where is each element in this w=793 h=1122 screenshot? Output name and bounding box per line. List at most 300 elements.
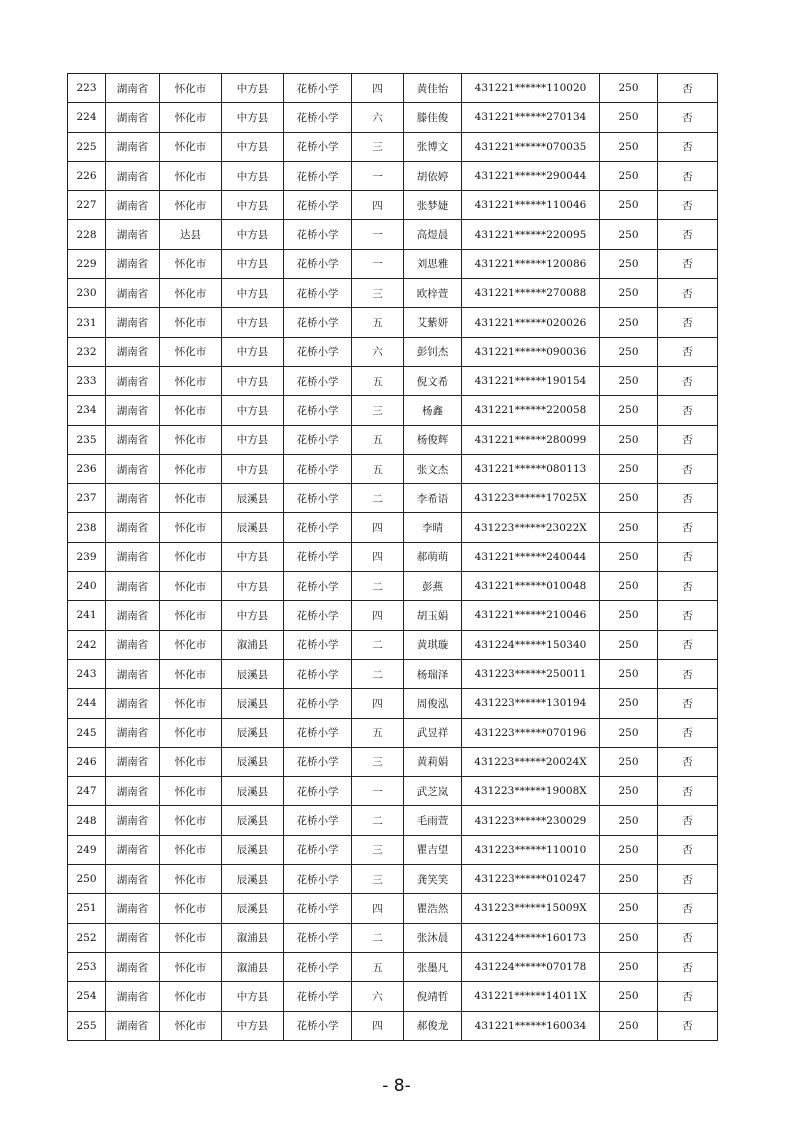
county-cell: 辰溪县	[222, 835, 284, 864]
student-name-cell: 张梦婕	[404, 191, 462, 220]
school-cell: 花桥小学	[284, 630, 352, 659]
row-number-cell: 242	[68, 630, 106, 659]
amount-cell: 250	[600, 249, 658, 278]
student-name-cell: 胡玉娟	[404, 601, 462, 630]
amount-cell: 250	[600, 103, 658, 132]
amount-cell: 250	[600, 1011, 658, 1040]
table-row	[68, 689, 718, 718]
school-cell: 花桥小学	[284, 659, 352, 688]
city-cell: 怀化市	[160, 601, 222, 630]
county-cell: 辰溪县	[222, 865, 284, 894]
province-cell: 湖南省	[106, 366, 160, 395]
province-cell: 湖南省	[106, 484, 160, 513]
table-row	[68, 630, 718, 659]
table-row	[68, 513, 718, 542]
province-cell: 湖南省	[106, 396, 160, 425]
province-cell: 湖南省	[106, 865, 160, 894]
table-row	[68, 74, 718, 103]
id-number-cell: 431221******280099	[462, 425, 600, 454]
city-cell: 怀化市	[160, 923, 222, 952]
province-cell: 湖南省	[106, 659, 160, 688]
county-cell: 辰溪县	[222, 747, 284, 776]
row-number-cell: 249	[68, 835, 106, 864]
county-cell: 中方县	[222, 220, 284, 249]
school-cell: 花桥小学	[284, 220, 352, 249]
province-cell: 湖南省	[106, 220, 160, 249]
row-number-cell: 233	[68, 366, 106, 395]
amount-cell: 250	[600, 835, 658, 864]
table-row	[68, 952, 718, 981]
table-row	[68, 601, 718, 630]
flag-cell: 否	[658, 630, 718, 659]
city-cell: 怀化市	[160, 777, 222, 806]
row-number-cell: 251	[68, 894, 106, 923]
city-cell: 怀化市	[160, 103, 222, 132]
id-number-cell: 431221******020026	[462, 308, 600, 337]
grade-cell: 五	[352, 425, 404, 454]
county-cell: 中方县	[222, 279, 284, 308]
county-cell: 中方县	[222, 601, 284, 630]
city-cell: 怀化市	[160, 132, 222, 161]
province-cell: 湖南省	[106, 132, 160, 161]
id-number-cell: 431221******270134	[462, 103, 600, 132]
school-cell: 花桥小学	[284, 366, 352, 395]
grade-cell: 二	[352, 630, 404, 659]
school-cell: 花桥小学	[284, 337, 352, 366]
id-number-cell: 431221******010048	[462, 572, 600, 601]
school-cell: 花桥小学	[284, 191, 352, 220]
city-cell: 怀化市	[160, 308, 222, 337]
id-number-cell: 431223******010247	[462, 865, 600, 894]
city-cell: 怀化市	[160, 396, 222, 425]
row-number-cell: 254	[68, 982, 106, 1011]
row-number-cell: 243	[68, 659, 106, 688]
table-row	[68, 279, 718, 308]
grade-cell: 五	[352, 454, 404, 483]
row-number-cell: 255	[68, 1011, 106, 1040]
county-cell: 中方县	[222, 1011, 284, 1040]
flag-cell: 否	[658, 74, 718, 103]
grade-cell: 二	[352, 659, 404, 688]
province-cell: 湖南省	[106, 161, 160, 190]
amount-cell: 250	[600, 220, 658, 249]
amount-cell: 250	[600, 425, 658, 454]
flag-cell: 否	[658, 542, 718, 571]
province-cell: 湖南省	[106, 191, 160, 220]
student-name-cell: 彭燕	[404, 572, 462, 601]
table-row	[68, 484, 718, 513]
school-cell: 花桥小学	[284, 103, 352, 132]
flag-cell: 否	[658, 923, 718, 952]
amount-cell: 250	[600, 865, 658, 894]
city-cell: 怀化市	[160, 1011, 222, 1040]
amount-cell: 250	[600, 572, 658, 601]
grade-cell: 四	[352, 894, 404, 923]
province-cell: 湖南省	[106, 308, 160, 337]
flag-cell: 否	[658, 689, 718, 718]
row-number-cell: 232	[68, 337, 106, 366]
city-cell: 怀化市	[160, 659, 222, 688]
school-cell: 花桥小学	[284, 747, 352, 776]
flag-cell: 否	[658, 366, 718, 395]
school-cell: 花桥小学	[284, 513, 352, 542]
province-cell: 湖南省	[106, 425, 160, 454]
row-number-cell: 240	[68, 572, 106, 601]
county-cell: 中方县	[222, 425, 284, 454]
city-cell: 怀化市	[160, 865, 222, 894]
table-row	[68, 425, 718, 454]
amount-cell: 250	[600, 718, 658, 747]
school-cell: 花桥小学	[284, 894, 352, 923]
table-row	[68, 572, 718, 601]
id-number-cell: 431223******19008X	[462, 777, 600, 806]
student-name-cell: 武昱祥	[404, 718, 462, 747]
city-cell: 怀化市	[160, 572, 222, 601]
city-cell: 怀化市	[160, 191, 222, 220]
page-number: - 8-	[382, 1076, 411, 1096]
county-cell: 辰溪县	[222, 718, 284, 747]
county-cell: 中方县	[222, 103, 284, 132]
id-number-cell: 431221******190154	[462, 366, 600, 395]
city-cell: 怀化市	[160, 542, 222, 571]
table-row	[68, 659, 718, 688]
student-name-cell: 李晴	[404, 513, 462, 542]
table-row	[68, 923, 718, 952]
id-number-cell: 431221******220095	[462, 220, 600, 249]
table-row	[68, 777, 718, 806]
province-cell: 湖南省	[106, 74, 160, 103]
id-number-cell: 431221******210046	[462, 601, 600, 630]
city-cell: 怀化市	[160, 689, 222, 718]
grade-cell: 六	[352, 982, 404, 1011]
school-cell: 花桥小学	[284, 777, 352, 806]
amount-cell: 250	[600, 74, 658, 103]
school-cell: 花桥小学	[284, 865, 352, 894]
id-number-cell: 431224******150340	[462, 630, 600, 659]
grade-cell: 一	[352, 249, 404, 278]
grade-cell: 三	[352, 279, 404, 308]
province-cell: 湖南省	[106, 806, 160, 835]
amount-cell: 250	[600, 747, 658, 776]
province-cell: 湖南省	[106, 542, 160, 571]
amount-cell: 250	[600, 952, 658, 981]
province-cell: 湖南省	[106, 630, 160, 659]
amount-cell: 250	[600, 279, 658, 308]
grade-cell: 五	[352, 718, 404, 747]
amount-cell: 250	[600, 513, 658, 542]
school-cell: 花桥小学	[284, 425, 352, 454]
row-number-cell: 224	[68, 103, 106, 132]
grade-cell: 三	[352, 396, 404, 425]
city-cell: 怀化市	[160, 894, 222, 923]
row-number-cell: 239	[68, 542, 106, 571]
amount-cell: 250	[600, 366, 658, 395]
county-cell: 溆浦县	[222, 630, 284, 659]
id-number-cell: 431221******110020	[462, 74, 600, 103]
province-cell: 湖南省	[106, 894, 160, 923]
flag-cell: 否	[658, 103, 718, 132]
school-cell: 花桥小学	[284, 132, 352, 161]
city-cell: 达县	[160, 220, 222, 249]
province-cell: 湖南省	[106, 777, 160, 806]
records-table	[67, 73, 718, 1041]
row-number-cell: 231	[68, 308, 106, 337]
school-cell: 花桥小学	[284, 982, 352, 1011]
student-name-cell: 杨瑞泽	[404, 659, 462, 688]
county-cell: 辰溪县	[222, 894, 284, 923]
flag-cell: 否	[658, 982, 718, 1011]
id-number-cell: 431221******080113	[462, 454, 600, 483]
county-cell: 辰溪县	[222, 689, 284, 718]
student-name-cell: 瞿吉望	[404, 835, 462, 864]
province-cell: 湖南省	[106, 249, 160, 278]
student-name-cell: 黄莉娟	[404, 747, 462, 776]
grade-cell: 三	[352, 747, 404, 776]
grade-cell: 五	[352, 952, 404, 981]
id-number-cell: 431223******110010	[462, 835, 600, 864]
school-cell: 花桥小学	[284, 718, 352, 747]
province-cell: 湖南省	[106, 689, 160, 718]
id-number-cell: 431221******160034	[462, 1011, 600, 1040]
id-number-cell: 431224******160173	[462, 923, 600, 952]
grade-cell: 五	[352, 366, 404, 395]
city-cell: 怀化市	[160, 425, 222, 454]
school-cell: 花桥小学	[284, 279, 352, 308]
city-cell: 怀化市	[160, 982, 222, 1011]
flag-cell: 否	[658, 191, 718, 220]
flag-cell: 否	[658, 747, 718, 776]
county-cell: 中方县	[222, 366, 284, 395]
county-cell: 辰溪县	[222, 659, 284, 688]
city-cell: 怀化市	[160, 952, 222, 981]
amount-cell: 250	[600, 777, 658, 806]
row-number-cell: 252	[68, 923, 106, 952]
id-number-cell: 431221******290044	[462, 161, 600, 190]
province-cell: 湖南省	[106, 513, 160, 542]
city-cell: 怀化市	[160, 337, 222, 366]
school-cell: 花桥小学	[284, 249, 352, 278]
id-number-cell: 431223******23022X	[462, 513, 600, 542]
row-number-cell: 225	[68, 132, 106, 161]
row-number-cell: 245	[68, 718, 106, 747]
id-number-cell: 431221******240044	[462, 542, 600, 571]
flag-cell: 否	[658, 396, 718, 425]
id-number-cell: 431221******070035	[462, 132, 600, 161]
amount-cell: 250	[600, 308, 658, 337]
amount-cell: 250	[600, 982, 658, 1011]
school-cell: 花桥小学	[284, 1011, 352, 1040]
student-name-cell: 高煜晨	[404, 220, 462, 249]
table-row	[68, 1011, 718, 1040]
flag-cell: 否	[658, 601, 718, 630]
flag-cell: 否	[658, 308, 718, 337]
row-number-cell: 247	[68, 777, 106, 806]
table-row	[68, 396, 718, 425]
county-cell: 辰溪县	[222, 513, 284, 542]
row-number-cell: 223	[68, 74, 106, 103]
student-name-cell: 艾紫妍	[404, 308, 462, 337]
county-cell: 辰溪县	[222, 484, 284, 513]
flag-cell: 否	[658, 425, 718, 454]
id-number-cell: 431223******17025X	[462, 484, 600, 513]
flag-cell: 否	[658, 161, 718, 190]
school-cell: 花桥小学	[284, 396, 352, 425]
grade-cell: 四	[352, 542, 404, 571]
student-name-cell: 倪文希	[404, 366, 462, 395]
amount-cell: 250	[600, 337, 658, 366]
amount-cell: 250	[600, 923, 658, 952]
county-cell: 中方县	[222, 982, 284, 1011]
flag-cell: 否	[658, 777, 718, 806]
row-number-cell: 246	[68, 747, 106, 776]
school-cell: 花桥小学	[284, 161, 352, 190]
province-cell: 湖南省	[106, 952, 160, 981]
table-row	[68, 161, 718, 190]
row-number-cell: 226	[68, 161, 106, 190]
row-number-cell: 237	[68, 484, 106, 513]
grade-cell: 三	[352, 835, 404, 864]
grade-cell: 四	[352, 601, 404, 630]
id-number-cell: 431221******220058	[462, 396, 600, 425]
school-cell: 花桥小学	[284, 454, 352, 483]
grade-cell: 二	[352, 923, 404, 952]
row-number-cell: 250	[68, 865, 106, 894]
flag-cell: 否	[658, 572, 718, 601]
county-cell: 中方县	[222, 191, 284, 220]
amount-cell: 250	[600, 894, 658, 923]
student-name-cell: 杨俊辉	[404, 425, 462, 454]
student-name-cell: 彭钊杰	[404, 337, 462, 366]
table-row	[68, 308, 718, 337]
city-cell: 怀化市	[160, 747, 222, 776]
table-row	[68, 982, 718, 1011]
id-number-cell: 431223******070196	[462, 718, 600, 747]
flag-cell: 否	[658, 1011, 718, 1040]
county-cell: 中方县	[222, 161, 284, 190]
flag-cell: 否	[658, 337, 718, 366]
school-cell: 花桥小学	[284, 74, 352, 103]
grade-cell: 六	[352, 337, 404, 366]
flag-cell: 否	[658, 279, 718, 308]
table-row	[68, 747, 718, 776]
table-row	[68, 220, 718, 249]
county-cell: 中方县	[222, 74, 284, 103]
row-number-cell: 241	[68, 601, 106, 630]
table-row	[68, 542, 718, 571]
id-number-cell: 431221******090036	[462, 337, 600, 366]
row-number-cell: 227	[68, 191, 106, 220]
county-cell: 溆浦县	[222, 952, 284, 981]
table-row	[68, 249, 718, 278]
school-cell: 花桥小学	[284, 806, 352, 835]
grade-cell: 二	[352, 484, 404, 513]
grade-cell: 四	[352, 689, 404, 718]
student-name-cell: 欧梓萱	[404, 279, 462, 308]
province-cell: 湖南省	[106, 454, 160, 483]
grade-cell: 五	[352, 308, 404, 337]
school-cell: 花桥小学	[284, 923, 352, 952]
row-number-cell: 235	[68, 425, 106, 454]
city-cell: 怀化市	[160, 74, 222, 103]
county-cell: 中方县	[222, 249, 284, 278]
county-cell: 中方县	[222, 308, 284, 337]
amount-cell: 250	[600, 191, 658, 220]
province-cell: 湖南省	[106, 747, 160, 776]
flag-cell: 否	[658, 484, 718, 513]
city-cell: 怀化市	[160, 454, 222, 483]
student-name-cell: 瞿浩然	[404, 894, 462, 923]
amount-cell: 250	[600, 161, 658, 190]
records-table-container	[67, 73, 717, 1041]
flag-cell: 否	[658, 835, 718, 864]
school-cell: 花桥小学	[284, 601, 352, 630]
province-cell: 湖南省	[106, 572, 160, 601]
student-name-cell: 滕佳俊	[404, 103, 462, 132]
amount-cell: 250	[600, 806, 658, 835]
student-name-cell: 张沐晨	[404, 923, 462, 952]
amount-cell: 250	[600, 484, 658, 513]
amount-cell: 250	[600, 542, 658, 571]
city-cell: 怀化市	[160, 806, 222, 835]
table-row	[68, 103, 718, 132]
county-cell: 中方县	[222, 396, 284, 425]
grade-cell: 一	[352, 777, 404, 806]
student-name-cell: 黄佳怡	[404, 74, 462, 103]
table-body	[68, 74, 718, 1041]
table-row	[68, 337, 718, 366]
row-number-cell: 244	[68, 689, 106, 718]
city-cell: 怀化市	[160, 279, 222, 308]
table-row	[68, 718, 718, 747]
school-cell: 花桥小学	[284, 308, 352, 337]
county-cell: 中方县	[222, 132, 284, 161]
province-cell: 湖南省	[106, 982, 160, 1011]
flag-cell: 否	[658, 513, 718, 542]
row-number-cell: 230	[68, 279, 106, 308]
grade-cell: 四	[352, 74, 404, 103]
province-cell: 湖南省	[106, 835, 160, 864]
city-cell: 怀化市	[160, 630, 222, 659]
amount-cell: 250	[600, 396, 658, 425]
grade-cell: 三	[352, 865, 404, 894]
province-cell: 湖南省	[106, 103, 160, 132]
flag-cell: 否	[658, 806, 718, 835]
amount-cell: 250	[600, 630, 658, 659]
city-cell: 怀化市	[160, 249, 222, 278]
school-cell: 花桥小学	[284, 835, 352, 864]
student-name-cell: 张文杰	[404, 454, 462, 483]
flag-cell: 否	[658, 249, 718, 278]
student-name-cell: 张博文	[404, 132, 462, 161]
province-cell: 湖南省	[106, 337, 160, 366]
student-name-cell: 郝俊龙	[404, 1011, 462, 1040]
county-cell: 辰溪县	[222, 777, 284, 806]
county-cell: 中方县	[222, 542, 284, 571]
id-number-cell: 431221******270088	[462, 279, 600, 308]
id-number-cell: 431223******250011	[462, 659, 600, 688]
student-name-cell: 胡依婷	[404, 161, 462, 190]
table-row	[68, 806, 718, 835]
row-number-cell: 234	[68, 396, 106, 425]
id-number-cell: 431224******070178	[462, 952, 600, 981]
grade-cell: 三	[352, 132, 404, 161]
id-number-cell: 431221******120086	[462, 249, 600, 278]
grade-cell: 六	[352, 103, 404, 132]
id-number-cell: 431223******15009X	[462, 894, 600, 923]
row-number-cell: 238	[68, 513, 106, 542]
city-cell: 怀化市	[160, 161, 222, 190]
student-name-cell: 周俊泓	[404, 689, 462, 718]
